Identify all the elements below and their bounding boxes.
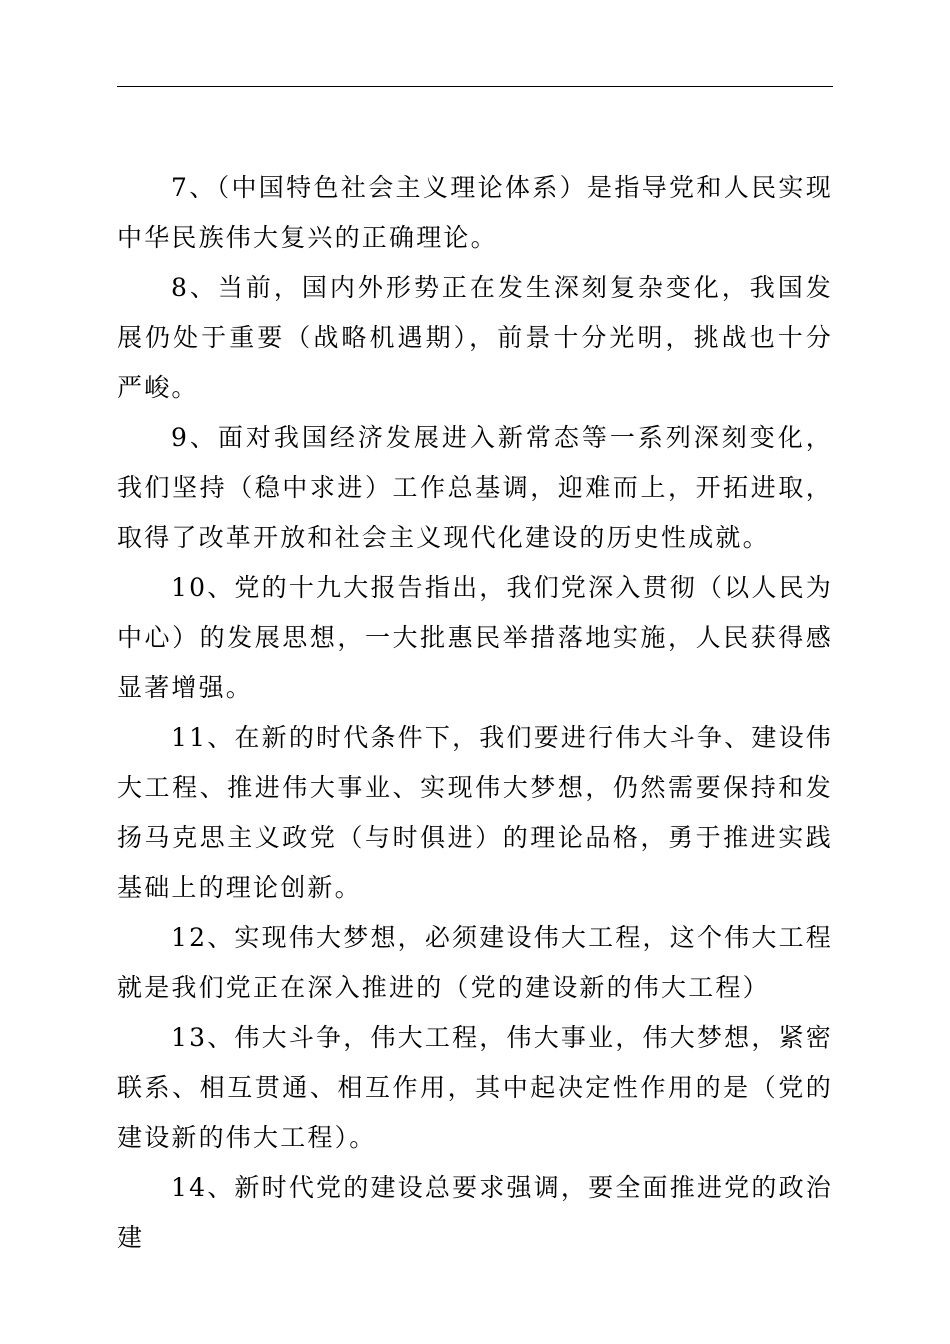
paragraph-item-8: 8、当前，国内外形势正在发生深刻复杂变化，我国发展仍处于重要（战略机遇期），前景十分光明，挑战也十分严峻。 [117, 273, 833, 402]
paragraph-item-12: 12、实现伟大梦想，必须建设伟大工程，这个伟大工程就是我们党正在深入推进的（党的建设新的伟大工程） [117, 923, 833, 1002]
paragraph-item-11: 11、在新的时代条件下，我们要进行伟大斗争、建设伟大工程、推进伟大事业、实现伟大梦想，仍然需要保持和发扬马克思主义政党（与时俱进）的理论品格，勇于推进实践基础上的理论创新。 [117, 723, 833, 902]
paragraph-item-9: 9、面对我国经济发展进入新常态等一系列深刻变化，我们坚持（稳中求进）工作总基调，迎难而上，开拓进取，取得了改革开放和社会主义现代化建设的历史性成就。 [117, 423, 833, 552]
paragraph-item-10: 10、党的十九大报告指出，我们党深入贯彻（以人民为中心）的发展思想，一大批惠民举措落地实施，人民获得感显著增强。 [117, 573, 833, 702]
header-rule [117, 86, 833, 87]
paragraph-item-13: 13、伟大斗争，伟大工程，伟大事业，伟大梦想，紧密联系、相互贯通、相互作用，其中起决定性作用的是（党的建设新的伟大工程）。 [117, 1023, 833, 1152]
document-body [117, 163, 833, 1263]
paragraph-item-7: 7、（中国特色社会主义理论体系）是指导党和人民实现中华民族伟大复兴的正确理论。 [117, 173, 833, 252]
paragraph-item-14: 14、新时代党的建设总要求强调，要全面推进党的政治建 [117, 1173, 833, 1252]
